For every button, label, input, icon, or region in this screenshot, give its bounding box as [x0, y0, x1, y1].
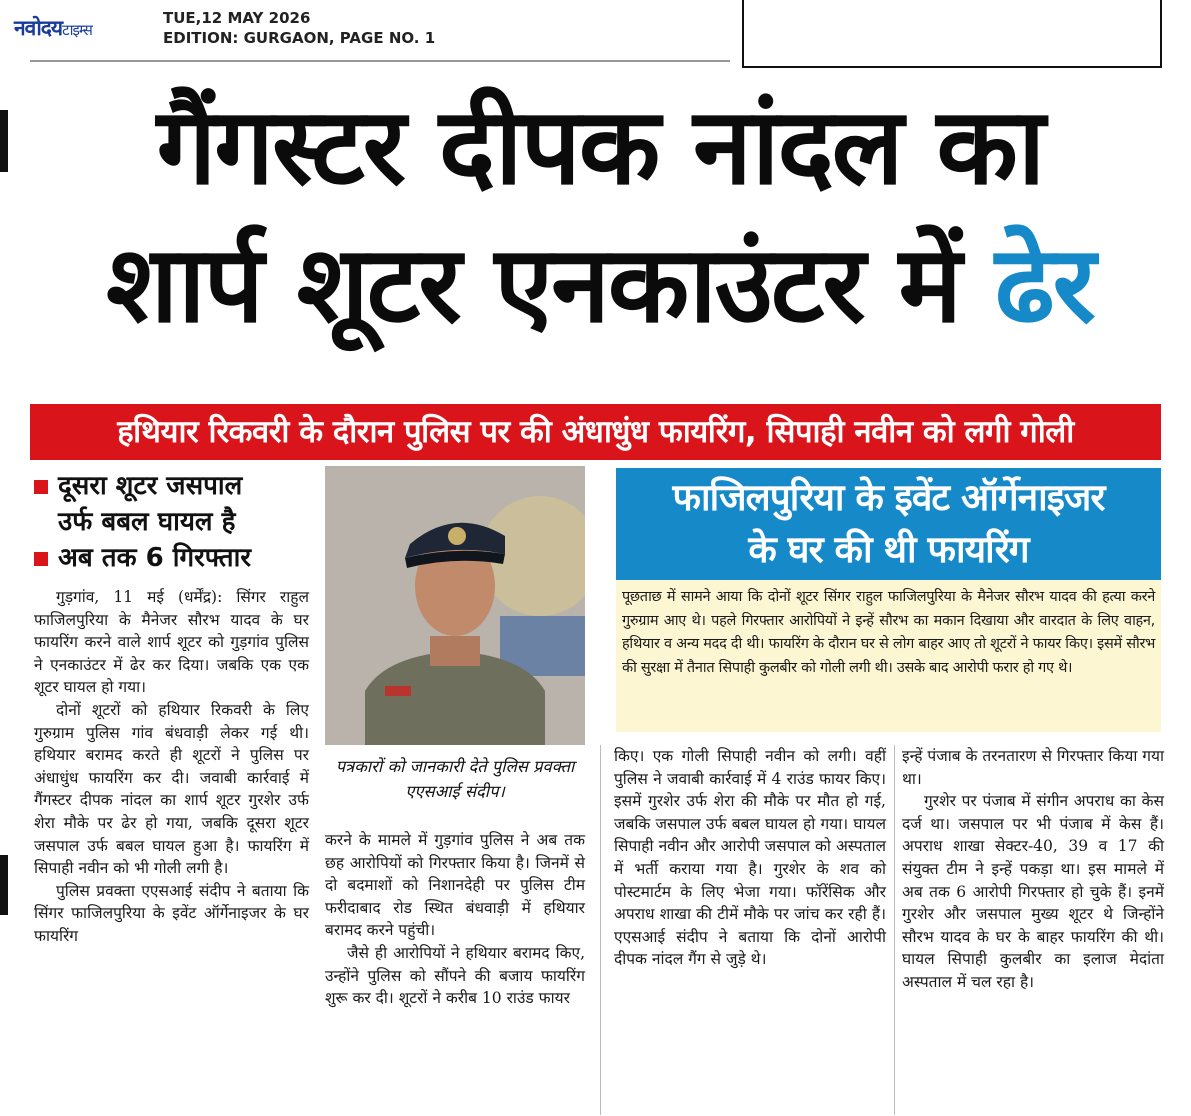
highlight-2: अब तक 6 गिरफ्तार [34, 540, 309, 576]
column-3-body [614, 745, 886, 971]
top-rule [30, 60, 730, 62]
paragraph: करने के मामले में गुड़गांव पुलिस ने अब तक छह आरोपियों को गिरफ्तार किया है। जिनमें से दो बदमाशों को निशानदेही पर पुलिस टीम फरीदाबाद रोड स्थित बंधवाड़ी में हथियार बरामद करने पहुंची। [325, 831, 585, 940]
paragraph: किए। एक गोली सिपाही नवीन को लगी। वहीं पुलिस ने जवाबी कार्रवाई में 4 राउंड फायर किए। इसमें गुरशेर उर्फ शेरा की मौके पर मौत हो गई, जबकि जसपाल उर्फ बबल घायल हो गया। घायल सिपाही नवीन और आरोपी जसपाल को अस्पताल में भर्ती कराया गया है। गुरशेर के शव को पोस्टमार्टम के लिए भेजा गया। फॉरेंसिक और अपराध शाखा की टीमें मौके पर जांच कर रही हैं। एएसआई संदीप ने बताया कि दोनों आरोपी दीपक नांदल गैंग से जुड़े थे। [614, 747, 886, 969]
paragraph: इन्हें पंजाब के तरनतारण से गिरफ्तार किया गया था। [902, 747, 1164, 788]
photo-caption: पत्रकारों को जानकारी देते पुलिस प्रवक्ता एएसआई संदीप। [335, 757, 575, 801]
column-2-body [325, 829, 585, 1010]
news-photo [325, 466, 585, 745]
gutter-mark [0, 110, 8, 172]
adjacent-column-edge [0, 60, 14, 1116]
bullet-square-icon [34, 552, 48, 566]
column-4 [902, 745, 1164, 994]
edition-info [163, 8, 435, 48]
column-1-body [34, 586, 309, 948]
paragraph: पुलिस प्रवक्ता एएसआई संदीप ने बताया कि सिंगर फाजिलपुरिया के इवेंट ऑर्गेनाइजर के घर फायरिंग [34, 881, 309, 945]
column-3 [614, 745, 886, 971]
headline-line-2: शार्प शूटर एनकाउंटर में ढेर [106, 223, 1094, 346]
highlight-1: दूसरा शूटर जसपाल उर्फ बबल घायल है [34, 468, 309, 540]
newspaper-logo: नवोदयटाइम्स [14, 16, 92, 40]
issue-date: TUE,12 MAY 2026 [163, 9, 311, 27]
bullet-square-icon [34, 480, 48, 494]
column-divider [600, 745, 601, 1115]
column-2 [325, 829, 585, 1010]
edition-page: EDITION: GURGAON, PAGE NO. 1 [163, 29, 436, 47]
column-divider [894, 745, 895, 1115]
paragraph: दोनों शूटरों को हथियार रिकवरी के लिए गुरुग्राम पुलिस गांव बंधवाड़ी लेकर गई थी। हथियार बरामद करते ही शूटरों ने पुलिस पर अंधाधुंध फायरिंग कर दी। जवाबी कार्रवाई में गैंगस्टर दीपक नांदल का शार्प शूटर गुरशेर उर्फ शेरा मौके पर ढेर हो गया, जबकि दूसरा शूटर जसपाल उर्फ बबल घायल हुआ है। फायरिंग में सिपाही नवीन को भी गोली लगी है। [34, 700, 309, 878]
gutter-mark [0, 855, 8, 915]
sidebar-box [616, 580, 1161, 732]
subheadline-strip: हथियार रिकवरी के दौरान पुलिस पर की अंधाधुंध फायरिंग, सिपाही नवीन को लगी गोली [30, 404, 1161, 460]
paragraph: जैसे ही आरोपियों ने हथियार बरामद किए, उन्होंने पुलिस को सौंपने की बजाय फायरिंग शुरू कर दी। शूटरों ने करीब 10 राउंड फायर [325, 943, 585, 1008]
sidebar-text: पूछताछ में सामने आया कि दोनों शूटर सिंगर राहुल फाजिलपुरिया के मैनेजर सौरभ यादव की हत्या करने गुरुग्राम आए थे। पहले गिरफ्तार आरोपियों ने इन्हें सौरभ का मकान दिखाया और वारदात के लिए वाहन, हथियार व अन्य मदद दी थी। फायरिंग के दौरान घर से लोग बाहर आए तो शूटरों ने फायर किए। इसमें सौरभ की सुरक्षा में तैनात सिपाही कुलबीर को गोली लगी थी। उसके बाद आरोपी फरार हो गए थे। [622, 589, 1155, 676]
headline-accent: ढेर [994, 223, 1094, 346]
adjacent-article-frame [742, 0, 1162, 68]
police-officer-photo-icon [325, 466, 585, 745]
sidebar-title: फाजिलपुरिया के इवेंट ऑर्गेनाइजर के घर की थी फायरिंग [616, 468, 1161, 580]
paragraph: गुरशेर पर पंजाब में संगीन अपराध का केस दर्ज था। जसपाल पर भी पंजाब में केस हैं। अपराध शाखा सेक्टर-40, 39 व 17 की संयुक्त टीम ने इन्हें पकड़ा था। इस मामले में अब तक 6 आरोपी गिरफ्तार हो चुके हैं। इनमें गुरशेर और जसपाल मुख्य शूटर थे जिन्होंने सौरभ यादव के घर के बाहर फायरिंग की थी। घायल सिपाही कुलबीर का इलाज मेदांता अस्पताल में चल रहा है। [902, 792, 1164, 991]
column-1 [34, 468, 309, 948]
headline-line-1: गैंगस्टर दीपक नांदल का [156, 85, 1044, 208]
column-4-body [902, 745, 1164, 994]
headline [30, 78, 1170, 354]
paragraph: गुड़गांव, 11 मई (धर्मेंद्र): सिंगर राहुल फाजिलपुरिया के मैनेजर सौरभ यादव के घर फायरिंग करने वाले शार्प शूटर को गुड़गांव पुलिस ने एनकाउंटर में ढेर कर दिया। जबकि एक एक शूटर घायल हो गया। [34, 588, 309, 697]
